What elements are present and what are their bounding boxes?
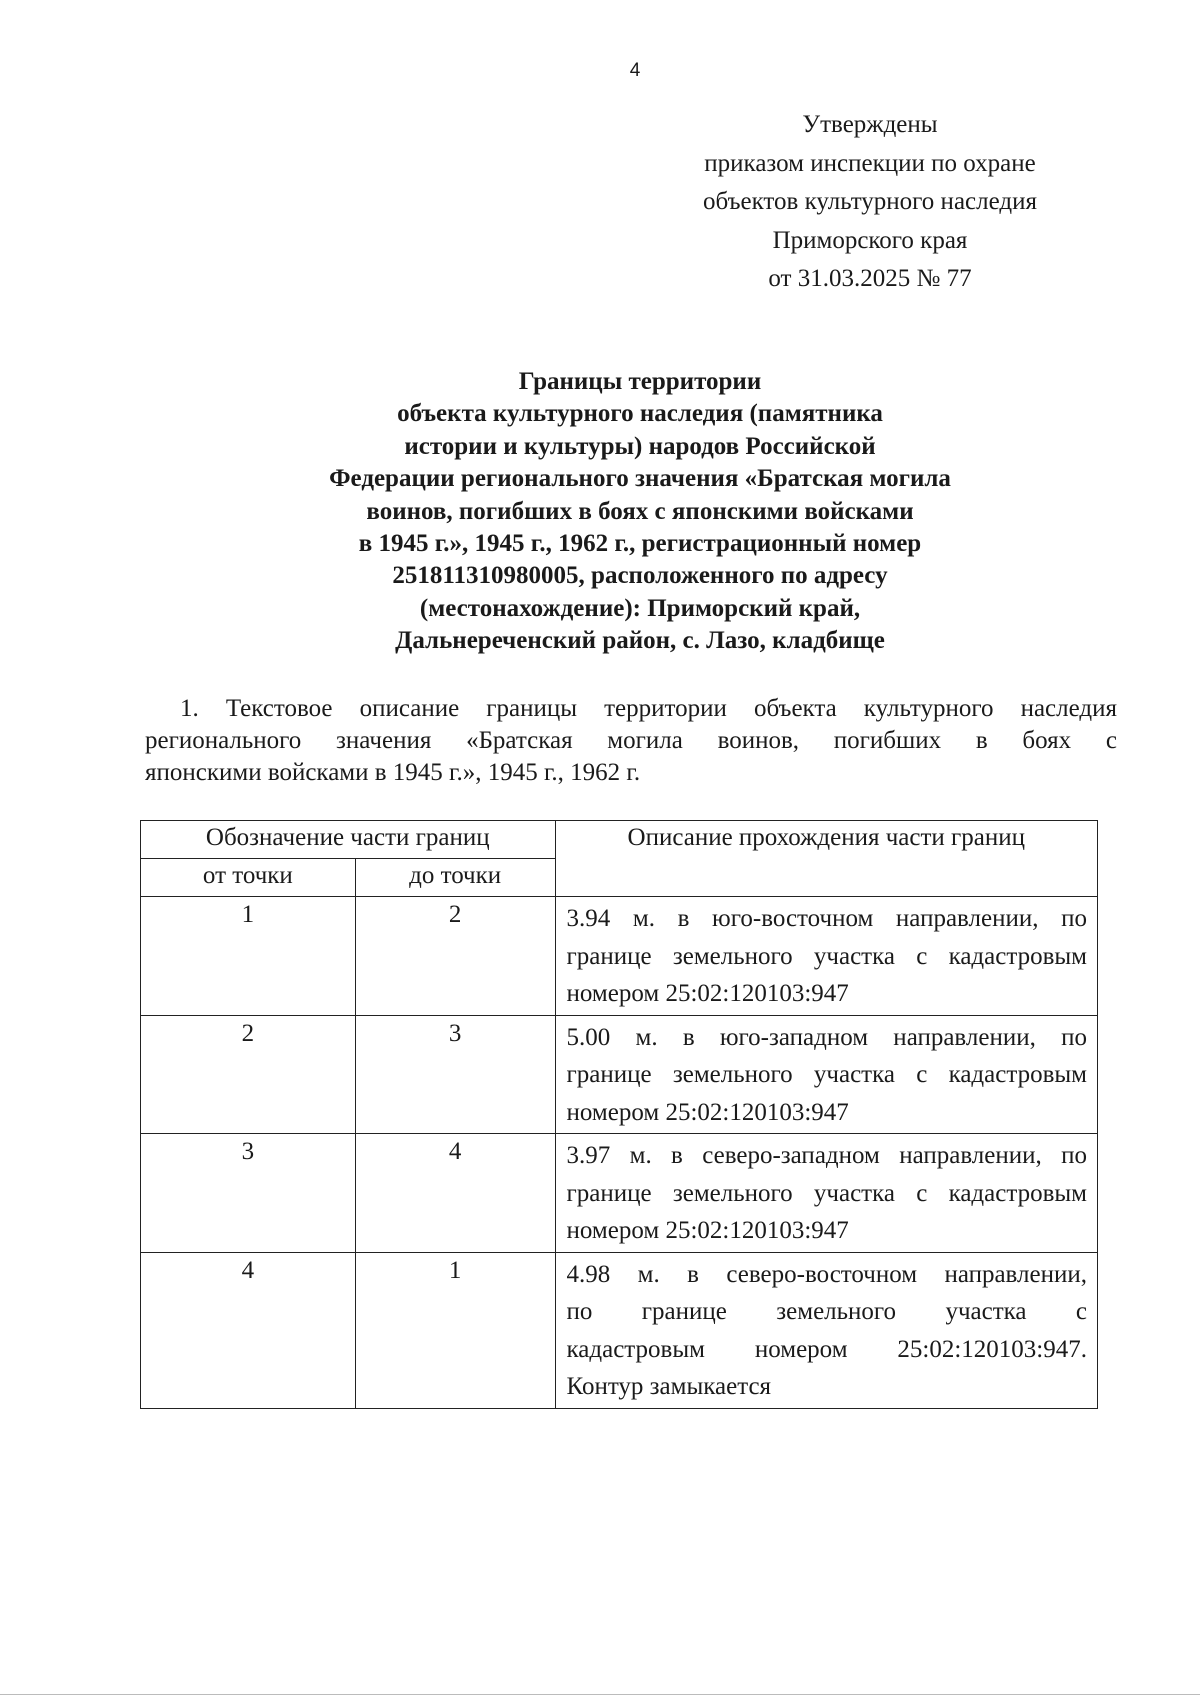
description-line: 5.00 м. в юго-западном направлении, по <box>566 1023 1087 1051</box>
header-description: Описание прохождения части границ <box>555 821 1097 897</box>
approval-line: приказом инспекции по охране <box>704 149 1036 177</box>
header-from-point: от точки <box>141 859 356 897</box>
cell-to-point: 1 <box>355 1252 555 1408</box>
title-line: в 1945 г.», 1945 г., 1962 г., регистрационный номер <box>358 530 922 558</box>
document-title <box>240 366 1040 658</box>
cell-description <box>555 1252 1097 1408</box>
boundary-table <box>140 820 1098 1409</box>
description-line: границе земельного участка с кадастровым <box>566 1061 1087 1088</box>
description-line: 3.94 м. в юго-восточном направлении, по <box>566 905 1087 932</box>
description-line: номером 25:02:120103:947 <box>566 1098 849 1126</box>
section-1-paragraph <box>145 693 1117 789</box>
approval-line: от 31.03.2025 № 77 <box>768 265 972 292</box>
page-number: 4 <box>629 60 641 81</box>
table-row <box>141 1134 1098 1253</box>
header-boundary-designation: Обозначение части границ <box>141 821 556 859</box>
cell-to-point: 4 <box>355 1134 555 1253</box>
description-line: по границе земельного участка с <box>566 1298 1087 1325</box>
paragraph-line: 1. Текстовое описание границы территории объекта культурного наследия <box>180 695 1117 722</box>
description-line: границе земельного участка с кадастровым <box>566 942 1087 970</box>
approval-line: Утверждены <box>802 111 938 138</box>
title-line: объекта культурного наследия (памятника <box>397 400 883 428</box>
cell-description <box>555 897 1097 1016</box>
description-line: номером 25:02:120103:947 <box>566 1217 849 1244</box>
description-line: 4.98 м. в северо-восточном направлении, <box>566 1260 1087 1288</box>
cell-from-point: 1 <box>141 897 356 1016</box>
cell-to-point: 3 <box>355 1015 555 1134</box>
table-row <box>141 1015 1098 1134</box>
approval-stamp-block <box>670 106 1070 299</box>
table-row <box>141 1252 1098 1408</box>
description-line: номером 25:02:120103:947 <box>566 980 849 1007</box>
cell-description <box>555 1134 1097 1253</box>
paragraph-line: регионального значения «Братская могила воинов, погибших в боях с <box>145 727 1117 754</box>
title-line: истории и культуры) народов Российской <box>404 432 876 460</box>
title-line: воинов, погибших в боях с японскими войсками <box>366 497 914 525</box>
title-line: 251811310980005, расположенного по адресу <box>392 562 888 590</box>
description-line: 3.97 м. в северо-западном направлении, по <box>566 1142 1087 1169</box>
title-line: (местонахождение): Приморский край, <box>419 594 861 622</box>
table-row <box>141 897 1098 1016</box>
approval-line: Приморского края <box>772 226 968 254</box>
cell-description <box>555 1015 1097 1134</box>
header-to-point: до точки <box>355 859 555 897</box>
title-line: Дальнереченский район, с. Лазо, кладбище <box>395 627 885 655</box>
page-bottom-edge <box>0 1694 1200 1695</box>
title-line: Федерации регионального значения «Братская могила <box>329 465 951 493</box>
description-line: границе земельного участка с кадастровым <box>566 1179 1087 1207</box>
cell-to-point: 2 <box>355 897 555 1016</box>
description-line: Контур замыкается <box>566 1373 772 1400</box>
cell-from-point: 2 <box>141 1015 356 1134</box>
table-header-row <box>141 821 1098 859</box>
paragraph-line: японскими войсками в 1945 г.», 1945 г., 1962 г. <box>145 759 641 786</box>
title-line: Границы территории <box>518 368 762 395</box>
approval-line: объектов культурного наследия <box>703 188 1037 215</box>
cell-from-point: 3 <box>141 1134 356 1253</box>
cell-from-point: 4 <box>141 1252 356 1408</box>
description-line: кадастровым номером 25:02:120103:947. <box>566 1335 1087 1363</box>
